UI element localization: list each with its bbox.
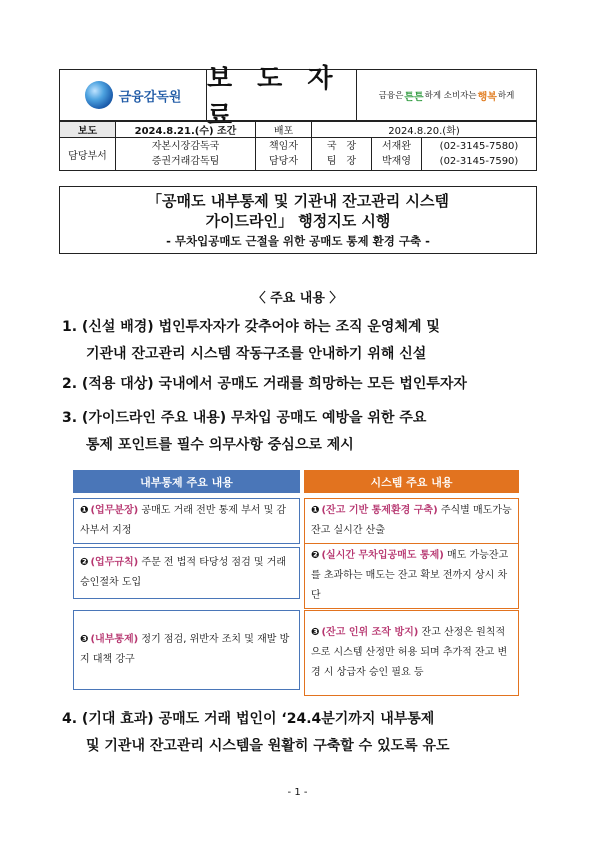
contact-roles <box>256 138 312 171</box>
headline-box <box>59 186 537 254</box>
role-1: 책임자 <box>269 141 298 152</box>
point-3 <box>62 405 542 459</box>
internal-control-heading: 내부통제 주요 내용 <box>73 470 300 493</box>
item-tag: (내부통제) <box>90 634 139 645</box>
point-1-line-1: 1. (신설 배경) 법인투자자가 갖추어야 하는 조직 운영체계 및 <box>62 319 440 335</box>
point-1 <box>62 314 542 368</box>
release-date: 2024.8.21.(수) 조간 <box>116 122 256 138</box>
item-number: ❸ <box>80 634 89 645</box>
release-label: 보도 <box>60 122 116 138</box>
system-item-2 <box>304 543 519 609</box>
system-item-3 <box>304 610 519 696</box>
item-number: ❷ <box>80 557 89 568</box>
title-1: 국 장 <box>326 141 357 152</box>
name-2: 박재영 <box>382 156 411 167</box>
item-tag: (업무분장) <box>90 505 139 516</box>
item-text: 매도 가능잔고를 초과하는 매도는 잔고 확보 전까지 상시 차단 <box>311 550 509 601</box>
item-number: ❶ <box>311 505 320 516</box>
item-number: ❷ <box>311 550 320 561</box>
slogan <box>357 70 536 120</box>
system-item-1 <box>304 498 519 544</box>
item-tag: (잔고 기반 통제환경 구축) <box>321 505 438 516</box>
department-1: 자본시장감독국 <box>151 141 220 152</box>
name-1: 서재완 <box>382 141 411 152</box>
item-text: 주문 전 법적 타당성 점검 및 거래 승인절차 도입 <box>80 557 287 588</box>
logo-text: 금융감독원 <box>118 89 182 105</box>
department-names <box>116 138 256 171</box>
point-2-line-1: 2. (적용 대상) 국내에서 공매도 거래를 희망하는 모든 법인투자자 <box>62 376 467 392</box>
headline-line-1: 「공매도 내부통제 및 기관내 잔고관리 시스템 <box>147 192 449 210</box>
phone-1: (02-3145-7580) <box>439 141 519 152</box>
point-3-line-1: 3. (가이드라인 주요 내용) 무차입 공매도 예방을 위한 주요 <box>62 410 427 426</box>
headline-subtitle: - 무차입공매도 근절을 위한 공매도 통제 환경 구축 - <box>166 234 430 248</box>
internal-control-item-3 <box>73 610 300 690</box>
system-heading: 시스템 주요 내용 <box>304 470 519 493</box>
distribution-label: 배포 <box>256 122 312 138</box>
contact-names <box>372 138 422 171</box>
release-info-table <box>59 121 537 171</box>
distribution-date: 2024.8.20.(화) <box>312 122 537 138</box>
item-tag: (실시간 무차입공매도 통제) <box>321 550 444 561</box>
page-number: - 1 - <box>287 787 308 798</box>
point-4-line-1: 4. (기대 효과) 공매도 거래 법인이 ‘24.4분기까지 내부통제 <box>62 711 435 727</box>
press-release-header <box>59 64 537 131</box>
item-text: 주식별 매도가능잔고 실시간 산출 <box>311 505 512 536</box>
globe-icon <box>85 81 113 109</box>
slogan-pre: 금융은 <box>378 91 404 101</box>
point-1-line-2: 기관내 잔고관리 시스템 작동구조를 안내하기 위해 신설 <box>86 346 427 362</box>
item-number: ❶ <box>80 505 89 516</box>
contact-titles <box>312 138 372 171</box>
point-3-line-2: 통제 포인트를 필수 의무사항 중심으로 제시 <box>86 437 354 453</box>
contact-phones <box>422 138 537 171</box>
internal-control-item-1 <box>73 498 300 544</box>
point-4-line-2: 및 기관내 잔고관리 시스템을 원활히 구축할 수 있도록 유도 <box>86 738 450 754</box>
slogan-word-2: 행복 <box>477 91 497 103</box>
item-text: 잔고 산정은 원칙적으로 시스템 산정만 허용 되며 추가적 잔고 변경 시 상급자 승인 필요 등 <box>311 627 508 678</box>
department-label: 담당부서 <box>60 138 116 171</box>
headline-line-2: 가이드라인」 행정지도 시행 <box>205 212 391 230</box>
internal-control-item-2 <box>73 547 300 599</box>
item-text: 정기 점검, 위반자 조치 및 재발 방지 대책 강구 <box>80 634 290 665</box>
phone-2: (02-3145-7590) <box>439 156 519 167</box>
fss-logo <box>60 70 207 120</box>
role-2: 담당자 <box>269 156 298 167</box>
point-2 <box>62 371 542 398</box>
document-type-title: 보 도 자 료 <box>207 70 357 120</box>
item-tag: (잔고 인위 조작 방지) <box>321 627 419 638</box>
item-tag: (업무규칙) <box>90 557 139 568</box>
item-number: ❸ <box>311 627 320 638</box>
title-2: 팀 장 <box>326 156 357 167</box>
slogan-mid: 하게 소비자는 <box>424 91 477 101</box>
point-4 <box>62 706 542 760</box>
department-2: 증권거래감독팀 <box>151 156 220 167</box>
summary-heading: 〈 주요 내용 〉 <box>252 291 343 306</box>
slogan-word-1: 튼튼 <box>404 91 424 103</box>
item-text: 공매도 거래 전반 통제 부서 및 감사부서 지정 <box>80 505 287 536</box>
slogan-post: 하게 <box>497 91 515 101</box>
